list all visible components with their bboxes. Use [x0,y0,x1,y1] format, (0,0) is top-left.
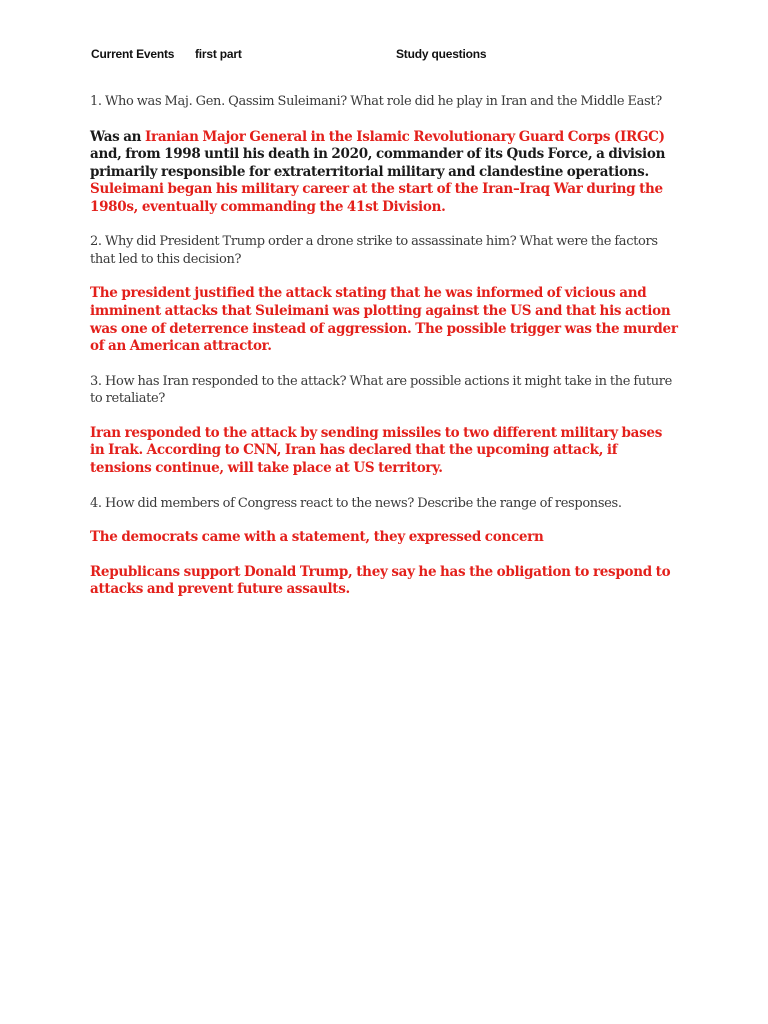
header-section-title: Study questions [396,47,487,61]
document-body [90,93,680,599]
answer-4-republicans: Republicans support Donald Trump, they say he has the obligation to respond to attacks and prevent future assaults. [90,563,671,598]
answer-4-democrats: The democrats came with a statement, they expressed concern [90,529,544,546]
answer-1-highlight-1: Iranian Major General in the Islamic Revolutionary Guard Corps (IRGC) [145,128,665,145]
document-header [91,47,691,65]
answer-1 [90,129,680,217]
header-course-title: Current Events [91,47,175,61]
question-1: 1. Who was Maj. Gen. Qassim Suleimani? What role did he play in Iran and the Middle East? [90,94,662,109]
question-3: 3. How has Iran responded to the attack? What are possible actions it might take in the future to retaliate? [90,373,672,407]
answer-1-highlight-2: Suleimani began his military career at the start of the Iran–Iraq War during the 1980s, eventually commanding the 41st Division. [90,181,663,215]
answer-1-body: and, from 1998 until his death in 2020, commander of its Quds Force, a division primarily responsible for extraterritorial military and clandestine operations. [90,146,666,180]
answer-1-intro: Was an [90,128,145,145]
question-4: 4. How did members of Congress react to the news? Describe the range of responses. [90,495,622,511]
answer-3: Iran responded to the attack by sending missiles to two different military bases in Irak. According to CNN, Iran has declared that the upcoming attack, if tensions continue, will take place at US territory. [90,424,663,477]
answer-2: The president justified the attack stating that he was informed of vicious and imminent attacks that Suleimani was plotting against the US and that his action was one of deterrence instead of aggression. The possible trigger was the murder of an American attractor. [90,285,678,355]
header-part: first part [195,47,242,61]
question-2: 2. Why did President Trump order a drone strike to assassinate him? What were the factors that led to this decision? [90,234,658,267]
